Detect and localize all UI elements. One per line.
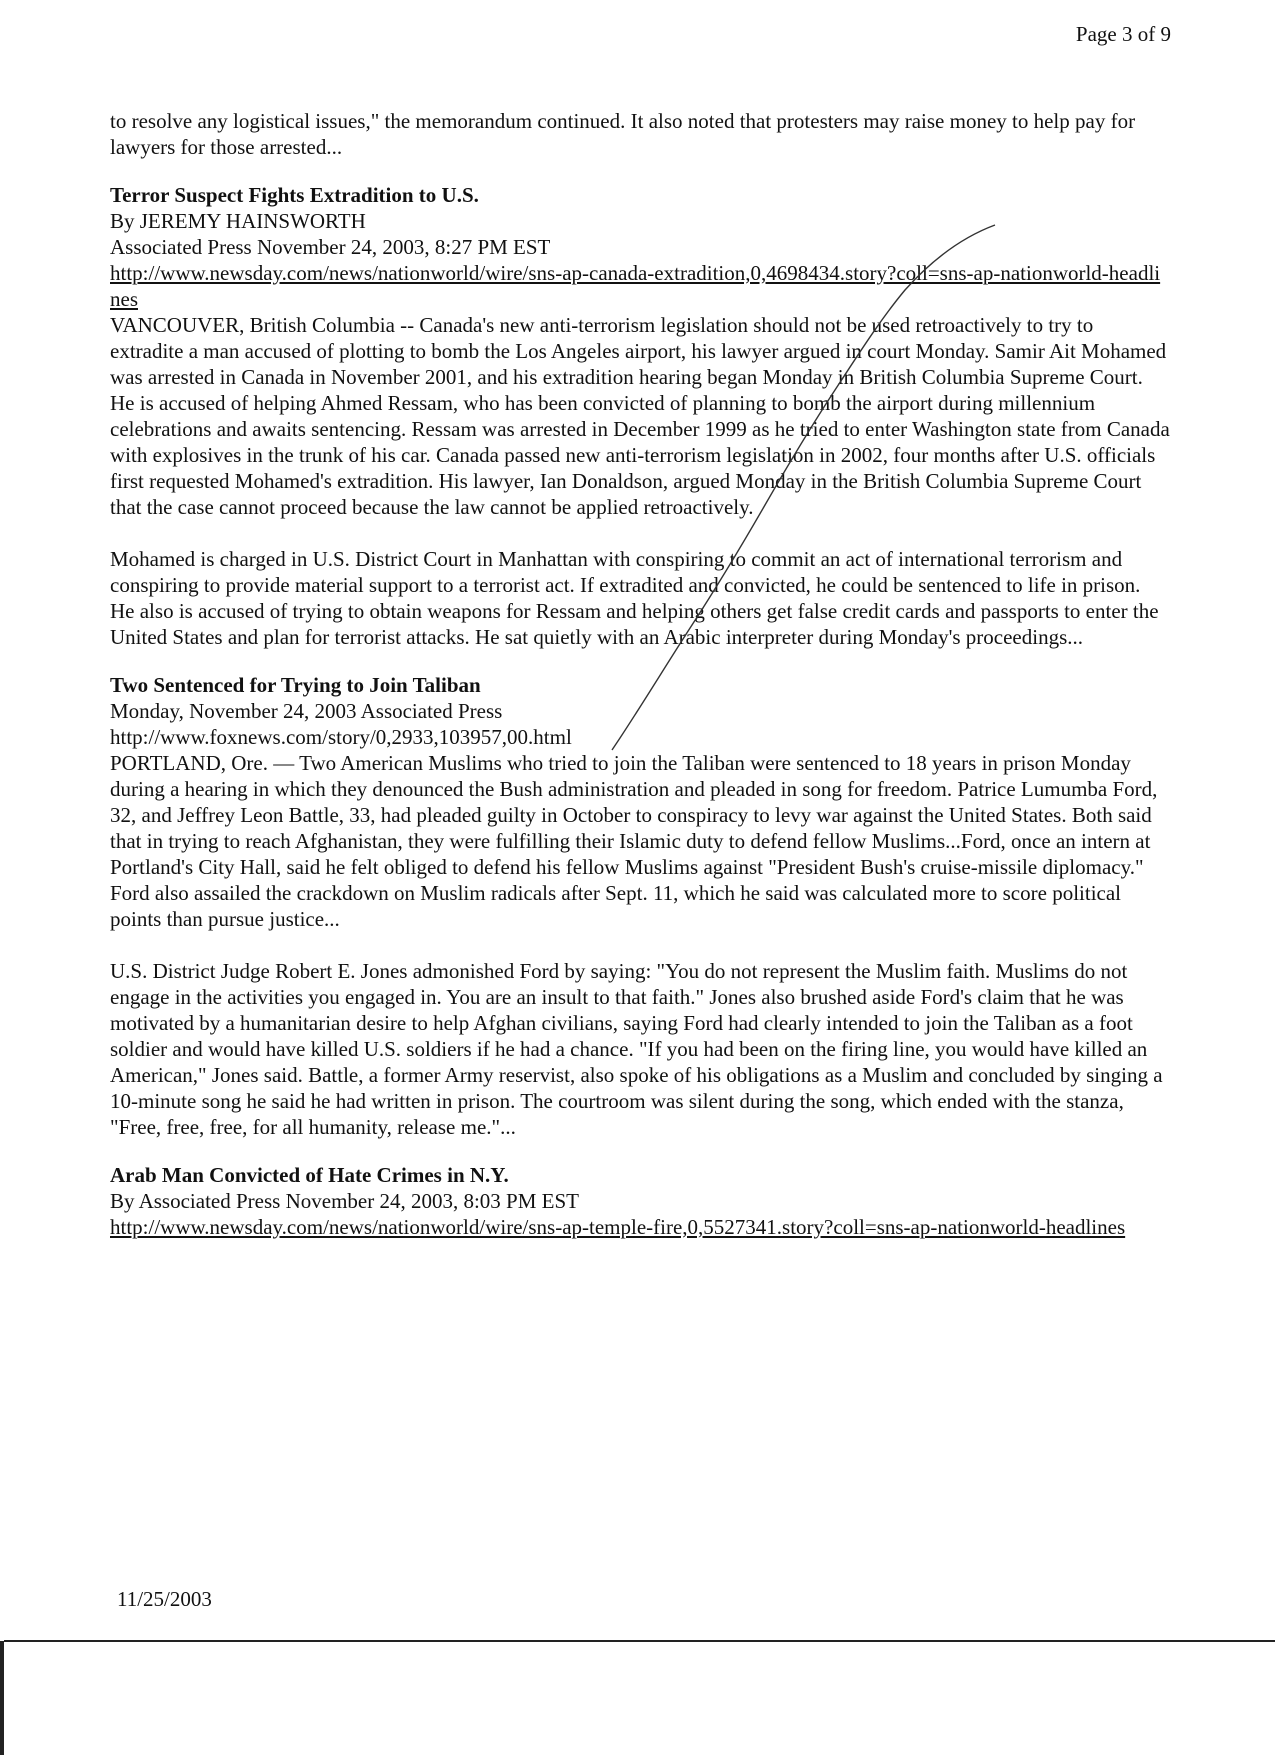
- page-number: Page 3 of 9: [1075, 22, 1171, 46]
- article-paragraph: U.S. District Judge Robert E. Jones admonished Ford by saying: "You do not represent the Muslim faith. Muslims do not engage in the activities you engaged in. You are an insult to that faith." Jones also brushed aside Ford's claim that he was motivated by a humanitarian desire to help Afghan civilians, saying Ford had clearly intended to join the Taliban as a foot soldier and would have killed U.S. soldiers if he had a chance. "If you had been on the firing line, you would have killed an American," Jones said. Battle, a former Army reservist, also spoke of his obligations as a Muslim and concluded by singing a 10-minute song he said he had written in prison. The courtroom was silent during the song, which ended with the stanza, "Free, free, free, for all humanity, release me."...: [110, 959, 1163, 1139]
- scan-bottom-rule: [4, 1640, 1275, 1642]
- article-source-line: Associated Press November 24, 2003, 8:27 PM EST: [110, 235, 551, 259]
- article-url: http://www.foxnews.com/story/0,2933,103957,00.html: [110, 725, 572, 749]
- scan-left-edge: [0, 1641, 4, 1755]
- article-byline: By Associated Press November 24, 2003, 8:03 PM EST: [110, 1189, 579, 1213]
- article-hate-crimes: [110, 1162, 1170, 1240]
- article-headline: Arab Man Convicted of Hate Crimes in N.Y.: [110, 1163, 509, 1187]
- article-paragraph: Mohamed is charged in U.S. District Court in Manhattan with conspiring to commit an act of international terrorism and conspiring to provide material support to a terrorist act. If extradited and convicted, he could be sentenced to life in prison. He also is accused of trying to obtain weapons for Ressam and helping others get false credit cards and passports to enter the United States and plan for terrorist attacks. He sat quietly with an Arabic interpreter during Monday's proceedings...: [110, 547, 1159, 649]
- article-paragraph: VANCOUVER, British Columbia -- Canada's new anti-terrorism legislation should not be used retroactively to try to extradite a man accused of plotting to bomb the Los Angeles airport, his lawyer argued in court Monday. Samir Ait Mohamed was arrested in Canada in November 2001, and his extradition hearing began Monday in British Columbia Supreme Court. He is accused of helping Ahmed Ressam, who has been convicted of planning to bomb the airport during millennium celebrations and awaits sentencing. Ressam was arrested in December 1999 as he tried to enter Washington state from Canada with explosives in the trunk of his car. Canada passed new anti-terrorism legislation in 2002, four months after U.S. officials first requested Mohamed's extradition. His lawyer, Ian Donaldson, argued Monday in the British Columbia Supreme Court that the case cannot proceed because the law cannot be applied retroactively.: [110, 313, 1170, 519]
- article-headline: Terror Suspect Fights Extradition to U.S.: [110, 183, 479, 207]
- footer-date: 11/25/2003: [117, 1587, 212, 1611]
- article-url: http://www.newsday.com/news/nationworld/wire/sns-ap-temple-fire,0,5527341.story?coll=sns-ap-nationworld-headlines: [110, 1215, 1126, 1239]
- intro-paragraph: to resolve any logistical issues," the memorandum continued. It also noted that protesters may raise money to help pay for lawyers for those arrested...: [110, 109, 1136, 159]
- article-byline: Monday, November 24, 2003 Associated Press: [110, 699, 503, 723]
- article-terror-suspect: [110, 182, 1170, 650]
- document-body: [110, 108, 1170, 1240]
- article-taliban-sentencing: [110, 672, 1170, 1140]
- article-url: http://www.newsday.com/news/nationworld/wire/sns-ap-canada-extradition,0,4698434.story?coll=sns-ap-nationworld-headlines: [110, 261, 1161, 311]
- article-paragraph: PORTLAND, Ore. — Two American Muslims who tried to join the Taliban were sentenced to 18 years in prison Monday during a hearing in which they denounced the Bush administration and pleaded in song for freedom. Patrice Lumumba Ford, 32, and Jeffrey Leon Battle, 33, had pleaded guilty in October to conspiracy to levy war against the United States. Both said that in trying to reach Afghanistan, they were fulfilling their Islamic duty to defend fellow Muslims...Ford, once an intern at Portland's City Hall, said he felt obliged to defend his fellow Muslims against "President Bush's cruise-missile diplomacy." Ford also assailed the crackdown on Muslim radicals after Sept. 11, which he said was calculated more to score political points than pursue justice...: [110, 751, 1158, 931]
- article-byline: By JEREMY HAINSWORTH: [110, 209, 366, 233]
- article-headline: Two Sentenced for Trying to Join Taliban: [110, 673, 481, 697]
